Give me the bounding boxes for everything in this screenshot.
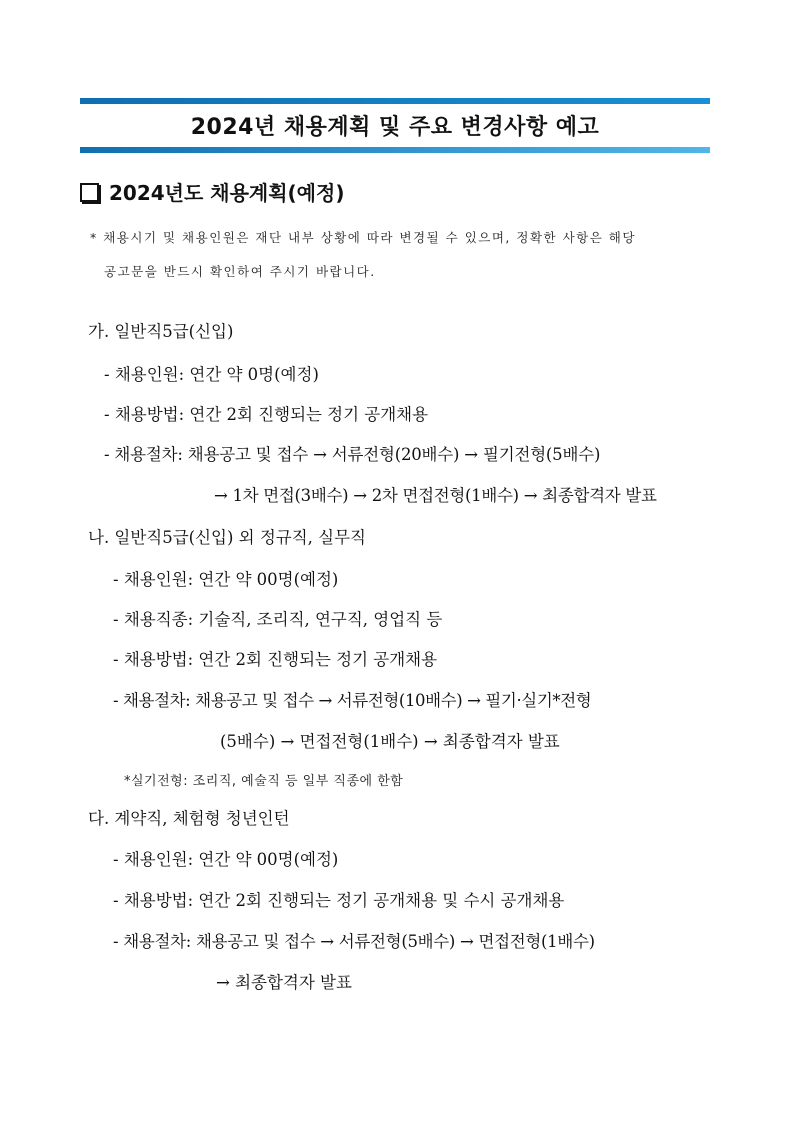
group-heading-ga: 가. 일반직5급(신입)	[88, 322, 234, 341]
notice-line-2: 공고문을 반드시 확인하여 주시기 바랍니다.	[104, 264, 376, 279]
page-title: 2024년 채용계획 및 주요 변경사항 예고	[190, 115, 600, 140]
group-heading-da: 다. 계약직, 체험형 청년인턴	[88, 809, 290, 828]
list-item: - 채용직종: 기술직, 조리직, 연구직, 영업직 등	[113, 610, 443, 629]
list-item-continuation: → 최종합격자 발표	[216, 973, 352, 992]
list-item-continuation: (5배수) → 면접전형(1배수) → 최종합격자 발표	[220, 732, 560, 751]
list-item: - 채용인원: 연간 약 0명(예정)	[104, 365, 319, 384]
list-item-continuation: → 1차 면접(3배수) → 2차 면접전형(1배수) → 최종합격자 발표	[214, 486, 657, 505]
title-bottom-rule	[80, 147, 710, 153]
list-item: - 채용인원: 연간 약 00명(예정)	[113, 570, 339, 589]
section-heading-text: 2024년도 채용계획(예정)	[109, 180, 345, 205]
list-item: - 채용절차: 채용공고 및 접수 → 서류전형(5배수) → 면접전형(1배수)	[113, 932, 595, 951]
checkbox-square-icon	[80, 183, 99, 202]
title-banner	[80, 98, 710, 153]
list-item: - 채용인원: 연간 약 00명(예정)	[113, 850, 339, 869]
group-heading-na: 나. 일반직5급(신입) 외 정규직, 실무직	[88, 528, 366, 547]
list-item: - 채용절차: 채용공고 및 접수 → 서류전형(20배수) → 필기전형(5배수)	[104, 445, 601, 464]
section-heading	[80, 176, 344, 206]
title-top-rule	[80, 98, 710, 104]
list-item: - 채용방법: 연간 2회 진행되는 정기 공개채용	[104, 405, 429, 424]
notice-text	[90, 221, 720, 289]
list-item: - 채용방법: 연간 2회 진행되는 정기 공개채용	[113, 650, 438, 669]
notice-line-1: * 채용시기 및 채용인원은 재단 내부 상황에 따라 변경될 수 있으며, 정확한 사항은 해당	[90, 230, 636, 245]
list-item: - 채용절차: 채용공고 및 접수 → 서류전형(10배수) → 필기·실기*전형	[113, 691, 592, 710]
footnote: *실기전형: 조리직, 예술직 등 일부 직종에 한함	[124, 774, 404, 789]
list-item: - 채용방법: 연간 2회 진행되는 정기 공개채용 및 수시 공개채용	[113, 891, 565, 910]
